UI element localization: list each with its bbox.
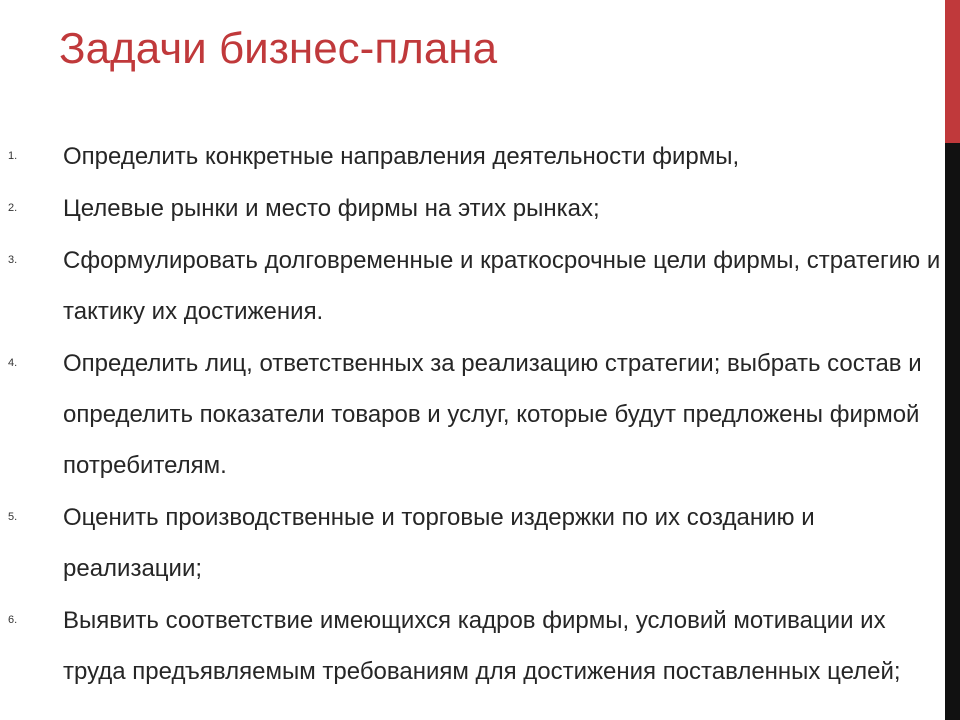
slide-title: Задачи бизнес-плана [59, 24, 498, 73]
item-text: Целевые рынки и место фирмы на этих рынках; [63, 195, 600, 222]
list-item [0, 492, 944, 594]
item-text: Оценить производственные и торговые издержки по их созданию и реализации; [63, 504, 815, 582]
item-text: Выявить соответствие имеющихся кадров фирмы, условий мотивации их труда предъявляемым требованиям для достижения поставленных целей; [63, 607, 901, 685]
list-item [0, 595, 944, 697]
item-number: 5. [8, 511, 18, 523]
item-number: 6. [8, 614, 18, 626]
item-text: Определить лиц, ответственных за реализацию стратегии; выбрать состав и определить показатели товаров и услуг, которые будут предложены фирмой потребителям. [63, 350, 922, 479]
item-text: Сформулировать долговременные и краткосрочные цели фирмы, стратегию и тактику их достижения. [63, 247, 941, 325]
item-text: Определить конкретные направления деятельности фирмы, [63, 143, 740, 170]
list-item [0, 235, 944, 337]
task-list [0, 131, 944, 698]
list-item [0, 338, 944, 491]
list-item [0, 131, 944, 182]
list-item [0, 183, 944, 234]
item-number: 1. [8, 150, 18, 162]
item-number: 3. [8, 254, 18, 266]
item-number: 4. [8, 357, 18, 369]
right-edge-accent [945, 0, 960, 143]
item-number: 2. [8, 202, 18, 214]
